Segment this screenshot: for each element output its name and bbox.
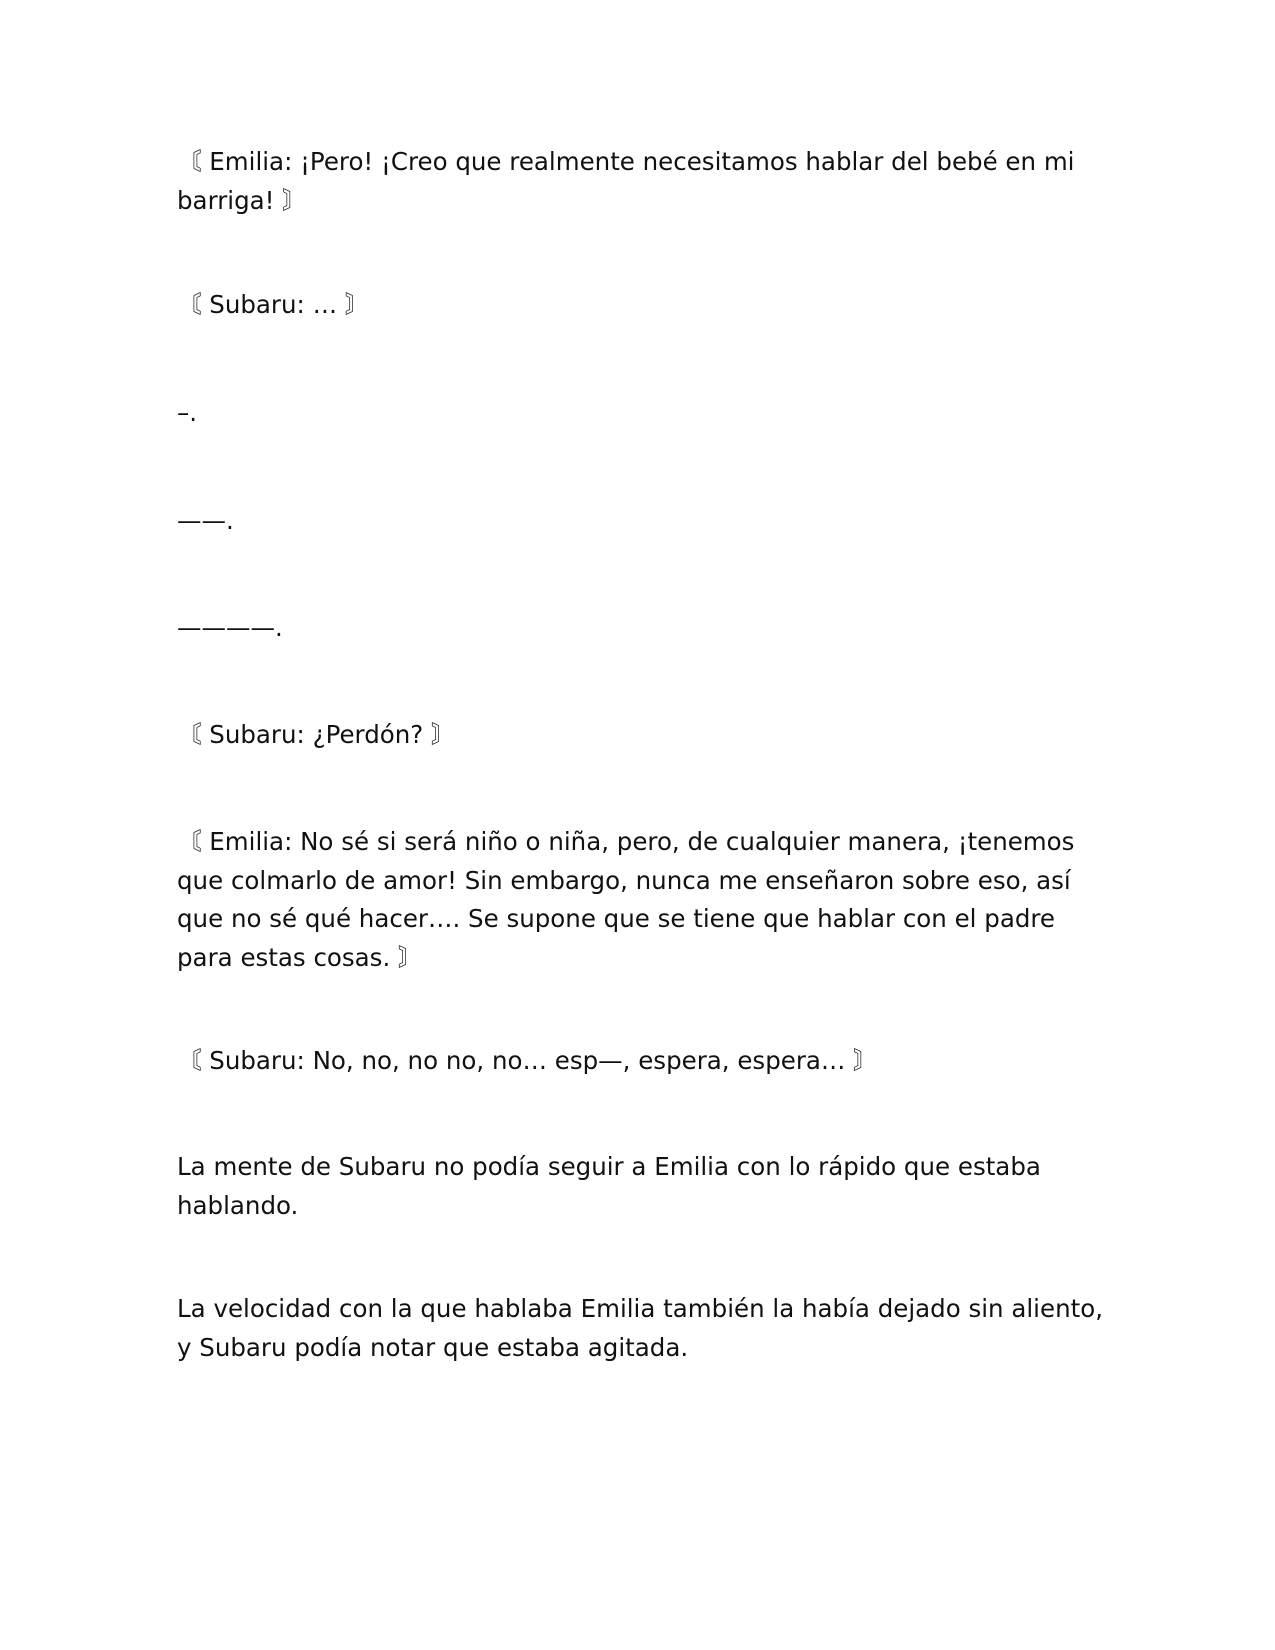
paragraph-subaru-wait: 〘 Subaru: No, no, no no, no… esp—, espera, espera… 〙	[177, 1046, 878, 1075]
paragraph-subaru-pardon: 〘 Subaru: ¿Perdón? 〙	[177, 720, 456, 749]
paragraph-emilia-explains: 〘 Emilia: No sé si será niño o niña, pero, de cualquier manera, ¡tenemos que colmarlo de amor! Sin embargo, nunca me enseñaron sobre eso, así que no sé qué hacer…. Se supone que se tiene que hablar con el padre para estas cosas. 〙	[177, 827, 1075, 972]
paragraph-dash-short: –.	[177, 398, 198, 427]
paragraph-emilia-baby: 〘 Emilia: ¡Pero! ¡Creo que realmente necesitamos hablar del bebé en mi barriga! 〙	[177, 147, 1075, 215]
paragraph-subaru-ellipsis: 〘 Subaru: … 〙	[177, 290, 370, 319]
paragraph-dash-medium: ——.	[177, 506, 234, 535]
paragraph-dash-long: ————.	[177, 613, 283, 642]
paragraph-narration-mind: La mente de Subaru no podía seguir a Emilia con lo rápido que estaba hablando.	[177, 1152, 1041, 1220]
paragraph-narration-breath: La velocidad con la que hablaba Emilia también la había dejado sin aliento, y Subaru podía notar que estaba agitada.	[177, 1294, 1103, 1362]
